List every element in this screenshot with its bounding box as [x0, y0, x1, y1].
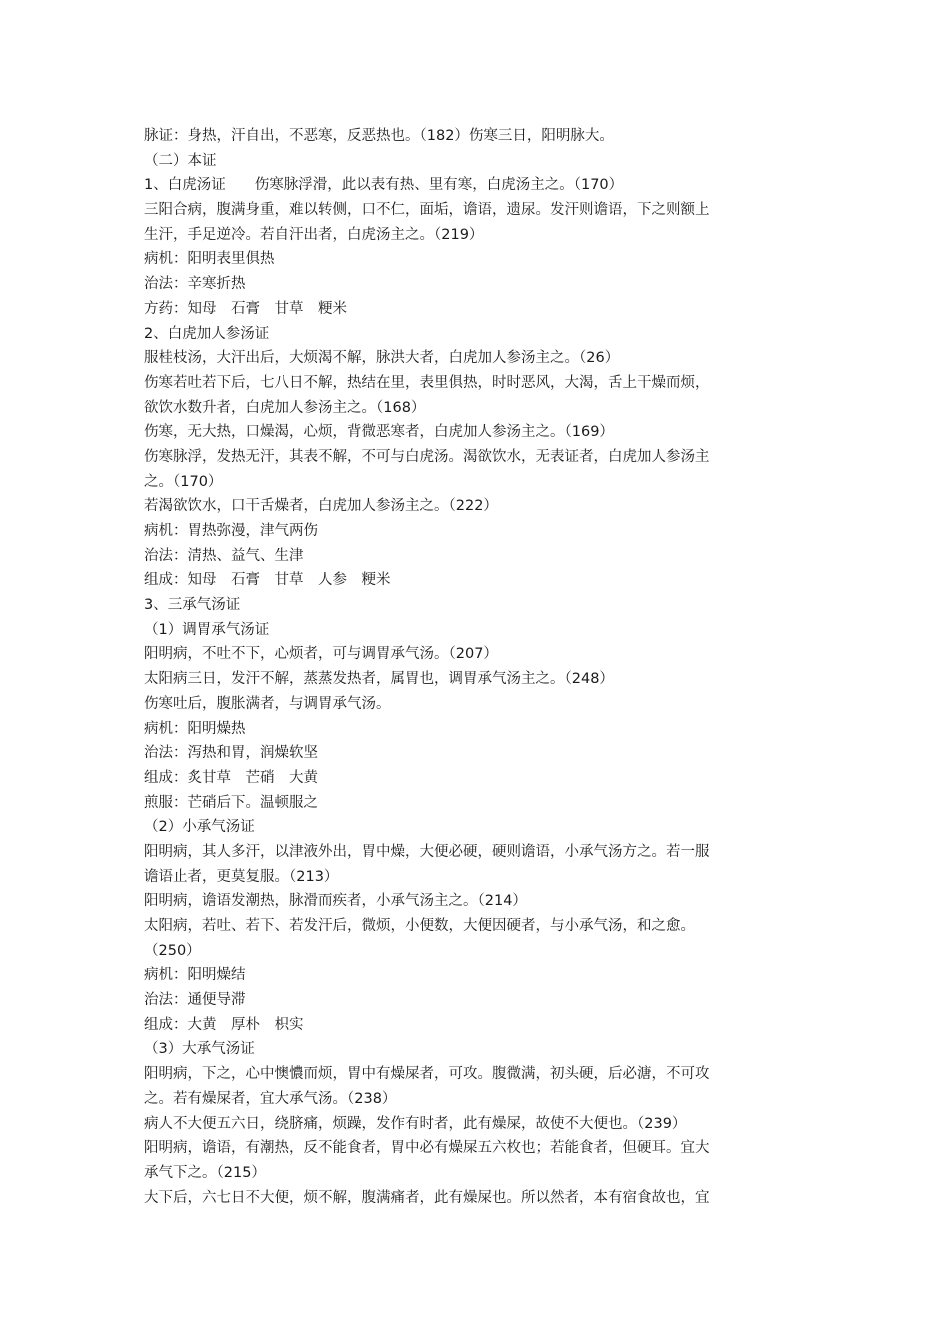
- text-line: 大下后，六七日不大便，烦不解，腹满痛者，此有燥屎也。所以然者，本有宿食故也，宜: [144, 1189, 710, 1206]
- document-page: [144, 124, 816, 1210]
- text-line: 治法：清热、益气、生津: [144, 547, 304, 564]
- text-line: 生汗，手足逆冷。若自汗出者，白虎汤主之。（219）: [144, 226, 484, 243]
- text-line: 阳明病，下之，心中懊憹而烦，胃中有燥屎者，可攻。腹微满，初头硬，后必溏，不可攻: [144, 1066, 710, 1083]
- text-line: 阳明病，谵语发潮热，脉滑而疾者，小承气汤主之。（214）: [144, 893, 527, 910]
- subsection-heading: 1、白虎汤证 伤寒脉浮滑，此以表有热、里有寒，白虎汤主之。（170）: [144, 177, 624, 194]
- text-line: 阳明病，谵语，有潮热，反不能食者，胃中必有燥屎五六枚也；若能食者，但硬耳。宜大: [144, 1140, 710, 1157]
- text-line: 组成：大黄 厚朴 枳实: [144, 1016, 304, 1033]
- subsection-heading: （2）小承气汤证: [144, 819, 255, 836]
- text-line: 承气下之。（215）: [144, 1164, 266, 1181]
- subsection-heading: （1）调胃承气汤证: [144, 621, 270, 638]
- text-line: 病机：阳明燥结: [144, 967, 246, 984]
- text-line: 脉证：身热，汗自出，不恶寒，反恶热也。（182）伤寒三日，阳明脉大。: [144, 128, 614, 144]
- text-line: 欲饮水数升者，白虎加人参汤主之。（168）: [144, 399, 426, 416]
- text-line: 治法：通便导滞: [144, 992, 246, 1009]
- text-line: 伤寒若吐若下后，七八日不解，热结在里，表里俱热，时时恶风，大渴，舌上干燥而烦，: [144, 374, 710, 391]
- subsection-heading: 2、白虎加人参汤证: [144, 325, 270, 342]
- text-line: 组成：炙甘草 芒硝 大黄: [144, 769, 318, 786]
- text-line: 服桂枝汤，大汗出后，大烦渴不解，脉洪大者，白虎加人参汤主之。（26）: [144, 350, 620, 367]
- text-line: 治法：泻热和胃，润燥软坚: [144, 745, 318, 762]
- section-heading: （二）本证: [144, 152, 217, 169]
- text-line: 太阳病，若吐、若下、若发汗后，微烦，小便数，大便因硬者，与小承气汤，和之愈。: [144, 918, 695, 934]
- text-line: 太阳病三日，发汗不解，蒸蒸发热者，属胃也，调胃承气汤主之。（248）: [144, 671, 614, 688]
- text-line: 煎服：芒硝后下。温顿服之: [144, 794, 318, 811]
- text-line: 伤寒，无大热，口燥渴，心烦，背微恶寒者，白虎加人参汤主之。（169）: [144, 424, 614, 441]
- text-line: 伤寒吐后，腹胀满者，与调胃承气汤。: [144, 695, 391, 712]
- text-line: 若渴欲饮水，口干舌燥者，白虎加人参汤主之。（222）: [144, 498, 498, 515]
- text-line: 之。若有燥屎者，宜大承气汤。（238）: [144, 1090, 397, 1107]
- text-line: 病机：阳明表里俱热: [144, 251, 275, 268]
- text-line: 治法：辛寒折热: [144, 276, 246, 293]
- subsection-heading: （3）大承气汤证: [144, 1041, 255, 1058]
- text-line: 伤寒脉浮，发热无汗，其表不解，不可与白虎汤。渴欲饮水，无表证者，白虎加人参汤主: [144, 448, 710, 465]
- text-line: 病人不大便五六日，绕脐痛，烦躁，发作有时者，此有燥屎，故使不大便也。（239）: [144, 1115, 687, 1132]
- text-line: 谵语止者，更莫复服。（213）: [144, 868, 339, 885]
- text-line: 病机：阳明燥热: [144, 720, 246, 737]
- subsection-heading: 3、三承气汤证: [144, 597, 241, 614]
- text-line: 阳明病，不吐不下，心烦者，可与调胃承气汤。（207）: [144, 646, 498, 663]
- text-line: 三阳合病，腹满身重，难以转侧，口不仁，面垢，谵语，遗尿。发汗则谵语，下之则额上: [144, 202, 710, 219]
- text-line: 病机：胃热弥漫，津气两伤: [144, 523, 318, 539]
- text-line: （250）: [144, 942, 201, 959]
- text-line: 方药：知母 石膏 甘草 粳米: [144, 300, 347, 317]
- text-line: 之。（170）: [144, 473, 223, 490]
- text-line: 阳明病，其人多汗，以津液外出，胃中燥，大便必硬，硬则谵语，小承气汤方之。若一服: [144, 843, 710, 860]
- text-line: 组成：知母 石膏 甘草 人参 粳米: [144, 572, 391, 589]
